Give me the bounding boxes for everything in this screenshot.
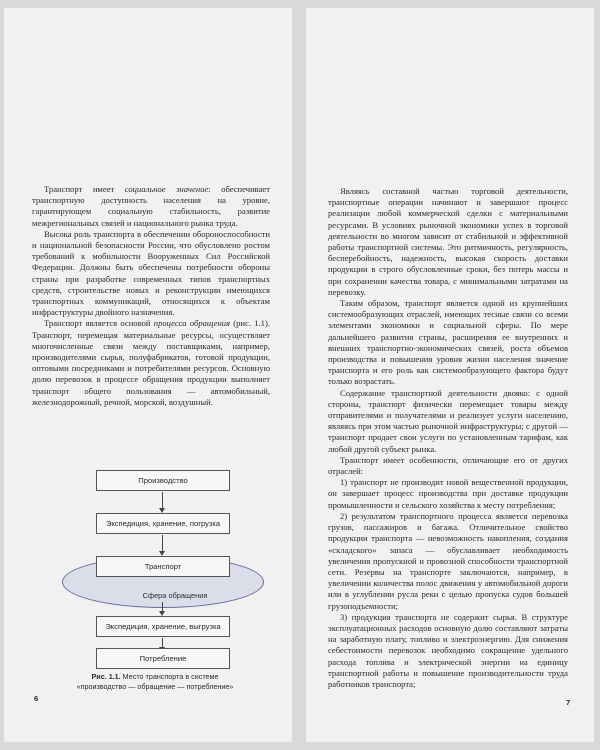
page-number-right: 7 <box>566 698 571 707</box>
right-paragraph-4: Транспорт имеет особенности, отличающие его от других отраслей: <box>328 454 568 477</box>
arrow-1 <box>162 492 163 509</box>
left-paragraph-3: Транспорт является основой процесса обращения (рис. 1.1). Транспорт, перемещая материальные ресурсы, осуществляет многочисленные связи между поставщиками, например, производителями сырья, полуфабрикатов, готовой продукции, оптовыми посредниками и потребителями ресурсов. Основную долю перевозок в процессе обращения продукции выполняет транспорт общего пользования — автомобильный, железнодорожный, речной, морской, воздушный. <box>32 318 270 407</box>
right-paragraph-3: Содержание транспортной деятельности двояко: с одной стороны, транспорт физически перемещает товары между отправителями и получателями и реализует услуги населению, являясь при этом частью рыночной инфраструктуры; с другой — транспорт продает свои услуги по установленным тарифам, как любой другой субъект рынка. <box>328 387 568 454</box>
right-list-item-3: 3) продукция транспорта не содержит сырья. В структуре эксплуатационных расходов основную долю составляют затраты на заработную плату, топливо и электроэнергию. Для снижения себестоимости перевозок необходимо сокращение удельного расхода топлива и электрической энергии на единицу транспортной работы и повышение производительности труда работников транспорта; <box>328 611 568 689</box>
box-transport: Транспорт <box>96 556 230 577</box>
figure-caption-line2: «производство — обращение — потребление» <box>76 681 234 691</box>
right-paragraph-2: Таким образом, транспорт является одной из крупнейших системообразующих отраслей, имеющих тесные связи со всеми элементами экономики и социальной сферы. По мере дальнейшего развития страны, расширения ее внутренних и внешних транспортно-экономических связей, роста объемов производства и повышения уровня жизни населения значение транспорта и его роль как системообразующего фактора будут только возрастать. <box>328 298 568 387</box>
arrow-3 <box>162 602 163 612</box>
right-paragraph-1: Являясь составной частью торговой деятельности, транспортные операции начинают и завершают процесс реализации любой коммерческой сделки с материальными ресурсами. В условиях рыночной экономики успех в торговой деятельности во многом зависит от стабильной и эффективной работы транспортной системы. Это ритмичность, регулярность, бесперебойность, надежность, высокая скорость доставки продукции в строго обусловленные сроки, без потерь массы и при сохранении качества товара, с минимальными затратами на перевозку. <box>328 186 568 297</box>
emphasis-circulation: процесса обращения <box>153 318 230 329</box>
right-list-item-2: 2) результатом транспортного процесса является перевозка грузов, пассажиров и багажа. Отличительное свойство продукции транспорта — невозможность накопления, создания «складского» запаса — обуславливает необходимость увеличения пропускной и провозной способности транспортной сети. Резервы на транспорте заключаются, например, в увеличении количества полос движения у автомобильной дороги или в углублении русла реки с целью пропуска судов большей грузоподъемности; <box>328 510 568 611</box>
box-expedition-unloading: Экспедиция, хранение, выгрузка <box>96 616 230 637</box>
left-page-body <box>32 184 270 408</box>
right-page-body <box>328 186 568 690</box>
figure-caption: Рис. 1.1. Место транспорта в системе «производство — обращение — потребление» <box>76 672 234 691</box>
arrow-2 <box>162 535 163 552</box>
right-page <box>306 8 594 742</box>
left-page <box>4 8 292 742</box>
circulation-sphere-label: Сфера обращения <box>142 591 208 600</box>
box-consumption: Потребление <box>96 648 230 669</box>
arrow-4 <box>162 638 163 648</box>
left-paragraph-1: Транспорт имеет социальное значение: обеспечивает транспортную доступность населения на уровне, гарантирующем социальную стабильность, развитие межрегиональных связей и национального рынка труда. <box>32 184 271 228</box>
emphasis-social: социальное значение <box>124 184 209 194</box>
box-production: Производство <box>96 470 230 491</box>
figure-diagram <box>58 468 268 668</box>
page-number-left: 6 <box>34 694 39 703</box>
right-list-item-1: 1) транспорт не производит новой вещественной продукции, он завершает процесс производства при доставке продукции промышленности и сельского хозяйства к месту потребления; <box>328 477 568 510</box>
box-expedition-loading: Экспедиция, хранение, погрузка <box>96 513 230 534</box>
left-paragraph-2: Высока роль транспорта в обеспечении обороноспособности и национальной безопасности России, что обусловлено ростом требований к мобильности Вооруженных Сил Российской Федерации. Должны быть обеспечены потребности обороны страны при разработке современных типов транспортных средств, строительстве новых и реконструкции имеющихся транспортных коммуникаций, относящихся к объектам инфраструктуры двойного назначения. <box>32 228 270 318</box>
figure-label: Рис. 1.1. <box>91 672 121 681</box>
